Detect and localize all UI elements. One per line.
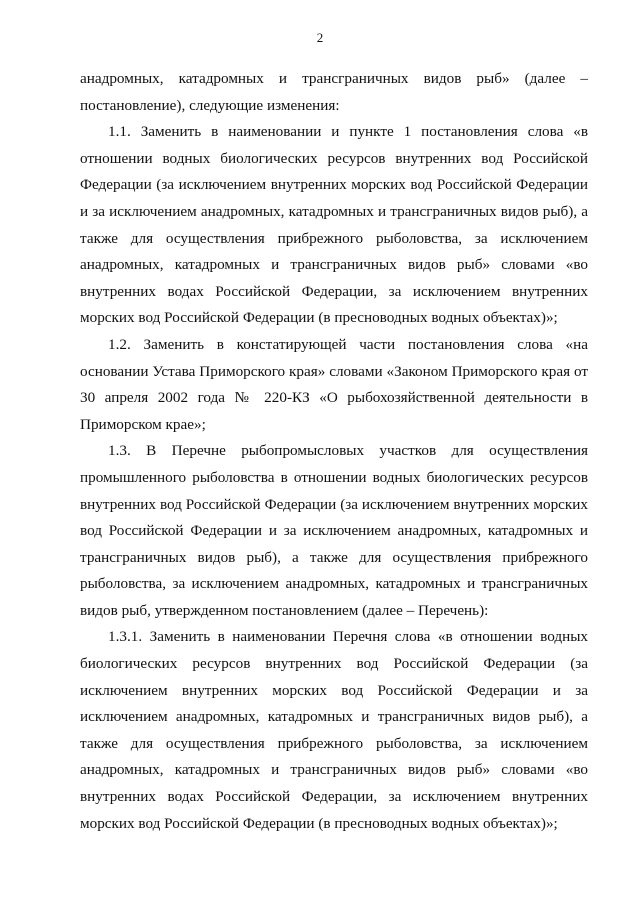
- paragraph-1-1: 1.1. Заменить в наименовании и пункте 1 постановления слова «в отношении водных биологических ресурсов внутренних вод Российской Федерации (за исключением внутренних морских вод Российской Федерации и за исключением анадромных, катадромных и трансграничных видов рыб), а также для осуществления прибрежного рыболовства, за исключением анадромных, катадромных и трансграничных видов рыб» словами «во внутренних водах Российской Федерации, за исключением внутренних морских вод Российской Федерации (в пресноводных водных объектах)»;: [80, 123, 588, 327]
- paragraph-1-3-1: 1.3.1. Заменить в наименовании Перечня слова «в отношении водных биологических ресурсов внутренних вод Российской Федерации (за исключением внутренних морских вод Российской Федерации и за исключением анадромных, катадромных и трансграничных видов рыб), а также для осуществления прибрежного рыболовства, за исключением анадромных, катадромных и трансграничных видов рыб» словами «во внутренних водах Российской Федерации, за исключением внутренних морских вод Российской Федерации (в пресноводных водных объектах)»;: [80, 628, 588, 832]
- paragraph-1-2: 1.2. Заменить в констатирующей части постановления слова «на основании Устава Приморского края» словами «Законом Приморского края от 30 апреля 2002 года № 220-КЗ «О рыбохозяйственной деятельности в Приморском крае»;: [80, 335, 588, 433]
- document-body: [80, 66, 588, 837]
- page-number: 2: [316, 30, 324, 45]
- paragraph-1-3: 1.3. В Перечне рыбопромысловых участков для осуществления промышленного рыболовства в отношении водных биологических ресурсов внутренних вод Российской Федерации (за исключением внутренних морских вод Российской Федерации и за исключением анадромных, катадромных и трансграничных видов рыб), а также для осуществления прибрежного рыболовства, за исключением анадромных, катадромных и трансграничных видов рыб, утвержденном постановлением (далее – Перечень):: [80, 442, 588, 619]
- paragraph-continuation: анадромных, катадромных и трансграничных видов рыб» (далее – постановление), следующие изменения:: [80, 70, 588, 114]
